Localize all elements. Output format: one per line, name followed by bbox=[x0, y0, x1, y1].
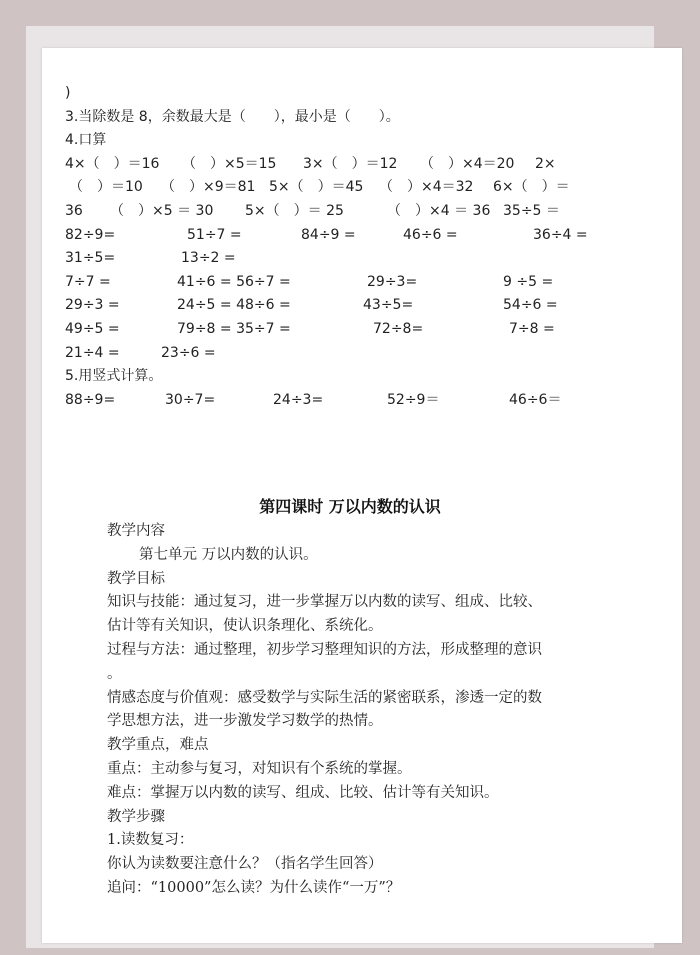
calc-item: 2× bbox=[535, 155, 556, 172]
calc-item: （ ）＝10 bbox=[69, 179, 143, 196]
vertical-calc-item: 46÷6＝ bbox=[509, 391, 562, 408]
section-heading: 教学步骤 bbox=[107, 808, 165, 825]
question-3: 3.当除数是 8，余数最大是（ ），最小是（ ）。 bbox=[65, 108, 400, 125]
paragraph: 第七单元 万以内数的认识。 bbox=[139, 546, 318, 563]
section-heading: 教学目标 bbox=[107, 570, 165, 587]
calc-item: 31÷5= bbox=[65, 250, 116, 267]
calc-row-4 bbox=[65, 224, 605, 248]
section-heading: 教学重点，难点 bbox=[107, 737, 209, 754]
question-5-title: 5.用竖式计算。 bbox=[65, 368, 163, 385]
vertical-calc-item: 24÷3= bbox=[273, 391, 324, 408]
calc-item: 84÷9 = bbox=[301, 226, 356, 243]
calc-item: 4×（ ）＝16 bbox=[65, 155, 160, 172]
calc-item: 3×（ ）＝12 bbox=[303, 155, 398, 172]
calc-item: （ ）×5＝15 bbox=[182, 155, 277, 172]
calc-item: 7÷7 = bbox=[65, 273, 111, 290]
calc-item: （ ）×5 ＝ 30 bbox=[110, 202, 214, 219]
lesson-body bbox=[107, 520, 607, 901]
calc-item: 9 ÷5 = bbox=[503, 273, 554, 290]
calc-item: 23÷6 = bbox=[161, 344, 216, 361]
calc-item: 5×（ ）＝45 bbox=[269, 179, 364, 196]
calc-row-6 bbox=[65, 271, 605, 295]
calc-item: 21÷4 = bbox=[65, 344, 120, 361]
calc-item: 29÷3 = bbox=[65, 297, 120, 314]
calc-item: 51÷7 = bbox=[187, 226, 242, 243]
lesson-title: 第四课时 万以内数的认识 bbox=[259, 497, 441, 516]
calc-item: 82÷9= bbox=[65, 226, 116, 243]
calc-item: 54÷6 = bbox=[503, 297, 558, 314]
calc-item: 36÷4 = bbox=[533, 226, 588, 243]
calc-item: 36 bbox=[65, 202, 83, 219]
section-heading: 教学内容 bbox=[107, 523, 165, 539]
calc-item: 6×（ ）＝ bbox=[493, 179, 570, 196]
paragraph: 重点：主动参与复习，对知识有个系统的掌握。 bbox=[107, 760, 412, 777]
calc-item: （ ）×4＝32 bbox=[379, 179, 474, 196]
vertical-calc-item: 30÷7= bbox=[165, 391, 216, 408]
calc-item: 5×（ ）＝ 25 bbox=[245, 202, 344, 219]
calc-item: 7÷8 = bbox=[509, 320, 555, 337]
calc-row-5 bbox=[65, 247, 605, 271]
calc-item: 29÷3= bbox=[367, 273, 418, 290]
calc-item: 41÷6 = 56÷7 = bbox=[177, 273, 291, 290]
calc-row-1 bbox=[65, 153, 605, 177]
vertical-calc-item: 52÷9＝ bbox=[387, 391, 440, 408]
calc-row-2 bbox=[65, 176, 605, 200]
paragraph: 估计等有关知识，使认识条理化、系统化。 bbox=[107, 618, 383, 635]
vertical-calc-row bbox=[65, 389, 605, 413]
calc-row-8 bbox=[65, 318, 605, 342]
paragraph: 1.读数复习： bbox=[107, 832, 194, 849]
calc-item: 43÷5= bbox=[363, 297, 414, 314]
calc-row-3 bbox=[65, 200, 605, 224]
exercise-section bbox=[65, 82, 605, 412]
calc-item: （ ）×4 ＝ 36 bbox=[387, 202, 491, 219]
calc-item: 13÷2 = bbox=[181, 250, 236, 267]
calc-item: 24÷5 = 48÷6 = bbox=[177, 297, 291, 314]
calc-item: 35÷5 ＝ bbox=[503, 202, 560, 219]
paragraph: 学思想方法，进一步激发学习数学的热情。 bbox=[107, 713, 383, 730]
calc-item: （ ）×9＝81 bbox=[161, 179, 256, 196]
paragraph: 追问：“10000”怎么读？为什么读作“一万”？ bbox=[107, 879, 401, 896]
calc-row-7 bbox=[65, 294, 605, 318]
paragraph: 你认为读数要注意什么？（指名学生回答） bbox=[107, 856, 383, 873]
continuation-line: ) bbox=[65, 85, 71, 101]
paragraph: 过程与方法：通过整理，初步学习整理知识的方法，形成整理的意识 bbox=[107, 641, 542, 658]
paragraph: 难点：掌握万以内数的读写、组成、比较、估计等有关知识。 bbox=[107, 784, 499, 801]
calc-row-9 bbox=[65, 342, 605, 366]
calc-item: （ ）×4＝20 bbox=[420, 155, 515, 172]
calc-item: 79÷8 = 35÷7 = bbox=[177, 320, 291, 337]
calc-item: 49÷5 = bbox=[65, 320, 120, 337]
paragraph: 情感态度与价值观：感受数学与实际生活的紧密联系，渗透一定的数 bbox=[107, 689, 542, 706]
question-4-title: 4.口算 bbox=[65, 132, 107, 149]
calc-item: 46÷6 = bbox=[403, 226, 458, 243]
calc-item: 72÷8= bbox=[373, 320, 424, 337]
paragraph: 。 bbox=[107, 665, 122, 682]
vertical-calc-item: 88÷9= bbox=[65, 391, 116, 408]
paragraph: 知识与技能：通过复习，进一步掌握万以内数的读写、组成、比较、 bbox=[107, 594, 542, 611]
